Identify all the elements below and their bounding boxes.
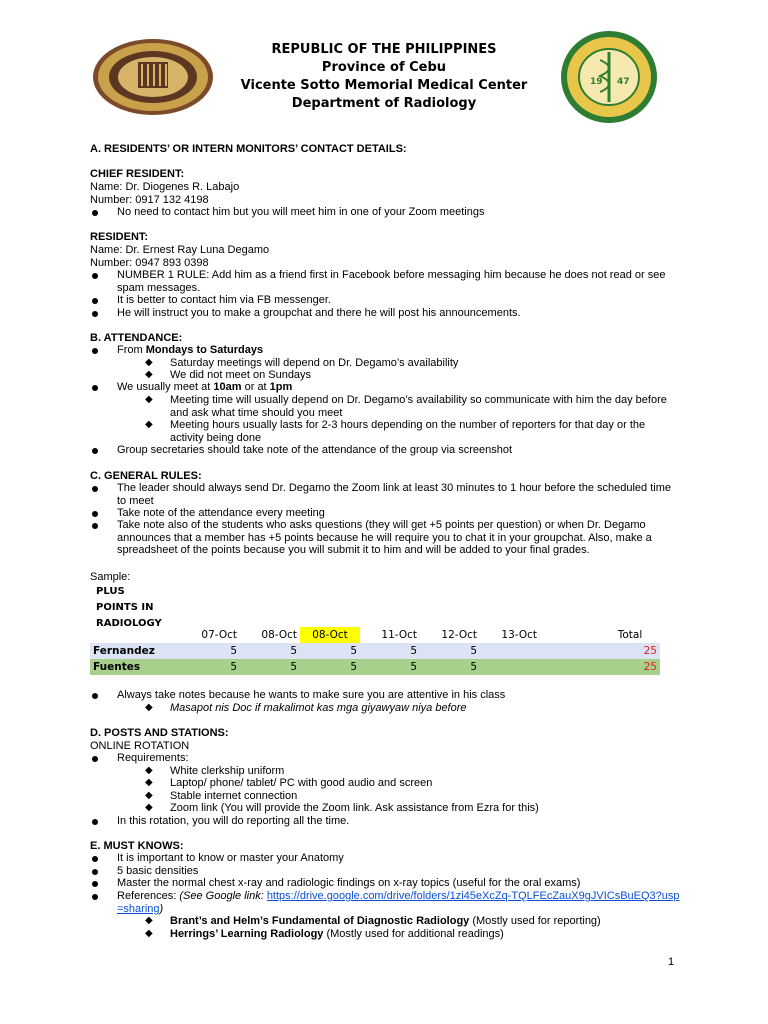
diamond-bullet-icon: ◆ [145, 357, 153, 368]
list-item: The leader should always send Dr. Degamo the Zoom link at least 30 minutes to 1 hour before the scheduled time to meet [90, 482, 680, 508]
sub-list-item: ◆ Meeting time will usually depend on Dr. Degamo’s availability so communicate with him the day before and ask what time should you meet [145, 394, 667, 419]
diamond-bullet-icon: ◆ [145, 419, 153, 430]
bullet-icon [92, 448, 98, 454]
resident-label: RESIDENT: [90, 231, 149, 243]
section-c-title: C. GENERAL RULES: [90, 470, 202, 482]
bullet-icon [92, 693, 98, 699]
list-item: From Mondays to Saturdays [90, 344, 680, 357]
bullet-icon [92, 856, 98, 862]
sample-label: Sample: [90, 571, 131, 583]
sub-list-item: ◆ Laptop/ phone/ tablet/ PC with good audio and screen [145, 777, 433, 789]
sub-list-item: ◆ Herrings’ Learning Radiology (Mostly used for additional readings) [145, 928, 504, 940]
list-item: In this rotation, you will do reporting all the time. [90, 815, 680, 828]
bullet-icon [92, 486, 98, 492]
resident-name: Name: Dr. Ernest Ray Luna Degamo [90, 244, 270, 256]
bullet-icon [92, 273, 98, 279]
total-cell: 25 [600, 659, 660, 675]
header-hospital: Vicente Sotto Memorial Medical Center [240, 78, 528, 93]
list-item: Requirements: [90, 752, 680, 765]
svg-text:19: 19 [590, 77, 603, 87]
total-cell: 25 [600, 643, 660, 659]
bullet-icon [92, 511, 98, 517]
table-row: Fernandez 5 5 5 5 5 25 [90, 643, 660, 659]
sub-list-item: ◆ White clerkship uniform [145, 765, 285, 777]
bullet-icon [92, 311, 98, 317]
diamond-bullet-icon: ◆ [145, 394, 153, 405]
bullet-icon [92, 210, 98, 216]
resident-number: Number: 0947 893 0398 [90, 257, 209, 269]
list-item: References: (See Google link: https://drive.google.com/drive/folders/1zi45eXcZq-TQLFEcZauX9gJVICsBuEQ3?usp=sharing) [90, 890, 680, 916]
list-item: 5 basic densities [90, 865, 680, 878]
header-department: Department of Radiology [291, 96, 477, 111]
svg-text:47: 47 [617, 77, 630, 87]
table-header-row: 07-Oct 08-Oct 08-Oct 11-Oct 12-Oct 13-Oct Total [201, 629, 643, 641]
bullet-icon [92, 348, 98, 354]
chief-resident-label: CHIEF RESIDENT: [90, 168, 185, 180]
list-item: Take note also of the students who asks questions (they will get +5 points per question) or when Dr. Degamo announces that a member has +5 points because he will require you to chat it in your groupchat. Also, make a spreadsheet of the points because you will submit it to him and will be added to your final grades. [90, 519, 680, 571]
sub-list-item: ◆ Brant’s and Helm’s Fundamental of Diagnostic Radiology (Mostly used for reporting) [145, 915, 601, 927]
sub-list-item: ◆ We did not meet on Sundays [145, 369, 312, 381]
list-item: He will instruct you to make a groupchat and there he will post his announcements. [90, 307, 680, 320]
section-a-title: A. RESIDENTS’ OR INTERN MONITORS’ CONTACT DETAILS: [90, 143, 407, 155]
bullet-icon [92, 756, 98, 762]
diamond-bullet-icon: ◆ [145, 802, 153, 813]
bullet-icon [92, 881, 98, 887]
points-table-title: PLUS POINTS IN RADIOLOGY [96, 586, 162, 629]
diamond-bullet-icon: ◆ [145, 369, 153, 380]
table-row: Fuentes 5 5 5 5 5 25 [90, 659, 660, 675]
bullet-icon [92, 385, 98, 391]
sub-list-item: ◆ Zoom link (You will provide the Zoom link. Ask assistance from Ezra for this) [145, 802, 539, 814]
header-country: REPUBLIC OF THE PHILIPPINES [271, 42, 497, 57]
diamond-bullet-icon: ◆ [145, 790, 153, 801]
list-item: It is important to know or master your Anatomy [90, 852, 680, 865]
bullet-icon [92, 819, 98, 825]
diamond-bullet-icon: ◆ [145, 765, 153, 776]
sub-list-item: ◆ Stable internet connection [145, 790, 298, 802]
bullet-icon [92, 894, 98, 900]
bullet-icon [92, 298, 98, 304]
sub-list-item: ◆ Saturday meetings will depend on Dr. Degamo’s availability [145, 357, 459, 369]
highlighted-date-header: 08-Oct [300, 627, 360, 643]
section-e-title: E. MUST KNOWS: [90, 840, 184, 852]
section-b-title: B. ATTENDANCE: [90, 332, 183, 344]
bullet-icon [92, 869, 98, 875]
points-table [90, 627, 660, 675]
list-item: Always take notes because he wants to make sure you are attentive in his class [90, 689, 680, 702]
list-item: Group secretaries should take note of the attendance of the group via screenshot [90, 444, 680, 457]
page-number: 1 [668, 956, 675, 968]
chief-resident-name: Name: Dr. Diogenes R. Labajo [90, 181, 240, 193]
list-item: NUMBER 1 RULE: Add him as a friend first in Facebook before messaging him because he does not read or see spam messages. [90, 269, 680, 295]
header-province: Province of Cebu [321, 60, 447, 75]
list-item: We usually meet at 10am or at 1pm [90, 381, 680, 394]
section-d-title: D. POSTS AND STATIONS: [90, 727, 229, 739]
diamond-bullet-icon: ◆ [145, 915, 153, 926]
sub-list-item: ◆ Masapot nis Doc if makalimot kas mga giyawyaw niya before [145, 702, 467, 714]
diamond-bullet-icon: ◆ [145, 777, 153, 788]
diamond-bullet-icon: ◆ [145, 702, 153, 713]
list-item: Master the normal chest x-ray and radiologic findings on x-ray topics (useful for the oral exams) [90, 877, 680, 890]
list-item: No need to contact him but you will meet him in one of your Zoom meetings [90, 206, 680, 219]
list-item: Take note of the attendance every meeting [90, 507, 680, 520]
bullet-icon [92, 523, 98, 529]
google-drive-link[interactable]: https://drive.google.com/drive/folders/1zi45eXcZq-TQLFEcZauX9gJVICsBuEQ3?usp=sharing [117, 890, 680, 915]
chief-resident-number: Number: 0917 132 4198 [90, 194, 209, 206]
list-item: It is better to contact him via FB messenger. [90, 294, 680, 307]
sub-list-item: ◆ Meeting hours usually lasts for 2-3 hours depending on the number of reporters for that day or the activity being done [145, 419, 646, 444]
diamond-bullet-icon: ◆ [145, 928, 153, 939]
online-rotation-label: ONLINE ROTATION [90, 740, 190, 752]
